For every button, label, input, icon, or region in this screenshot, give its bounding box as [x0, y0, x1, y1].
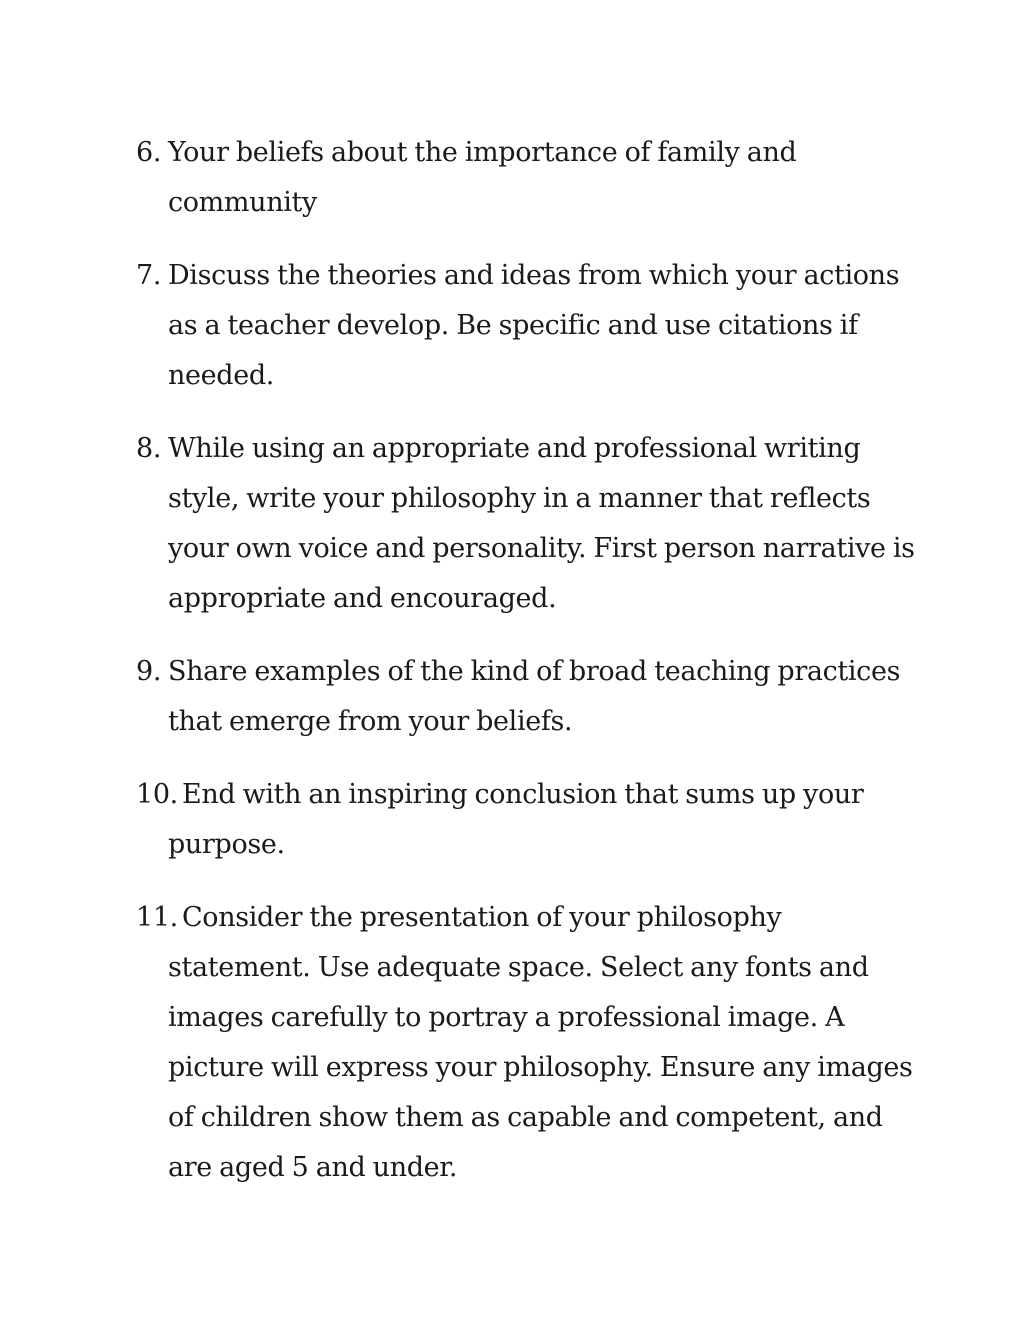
list-item-text: Your beliefs about the importance of family and community: [168, 137, 797, 218]
list-item-number: 7.: [136, 260, 162, 291]
list-item: [136, 647, 916, 747]
list-item-number: 11.: [136, 902, 178, 933]
list-item-text: Discuss the theories and ideas from which your actions as a teacher develop. Be specific and use citations if needed.: [168, 260, 900, 391]
list-item-text: While using an appropriate and professional writing style, write your philosophy in a manner that reflects your own voice and personality. First person narrative is appropriate and encouraged.: [168, 433, 915, 614]
list-item-text: End with an inspiring conclusion that sums up your purpose.: [168, 779, 864, 860]
list-item-number: 6.: [136, 137, 162, 168]
list-item-text: Share examples of the kind of broad teaching practices that emerge from your beliefs.: [168, 656, 901, 737]
list-item-text: Consider the presentation of your philosophy statement. Use adequate space. Select any fonts and images carefully to portray a professional image. A picture will express your philosophy. Ensure any images of children show them as capable and competent, and are aged 5 and under.: [168, 902, 913, 1183]
list-item-number: 9.: [136, 656, 162, 687]
list-item: [136, 128, 916, 228]
list-item-number: 10.: [136, 779, 178, 810]
list-item: [136, 770, 916, 870]
list-item: [136, 893, 916, 1193]
list-item: [136, 251, 916, 401]
numbered-list: [136, 128, 916, 1216]
list-item-number: 8.: [136, 433, 162, 464]
list-item: [136, 424, 916, 624]
